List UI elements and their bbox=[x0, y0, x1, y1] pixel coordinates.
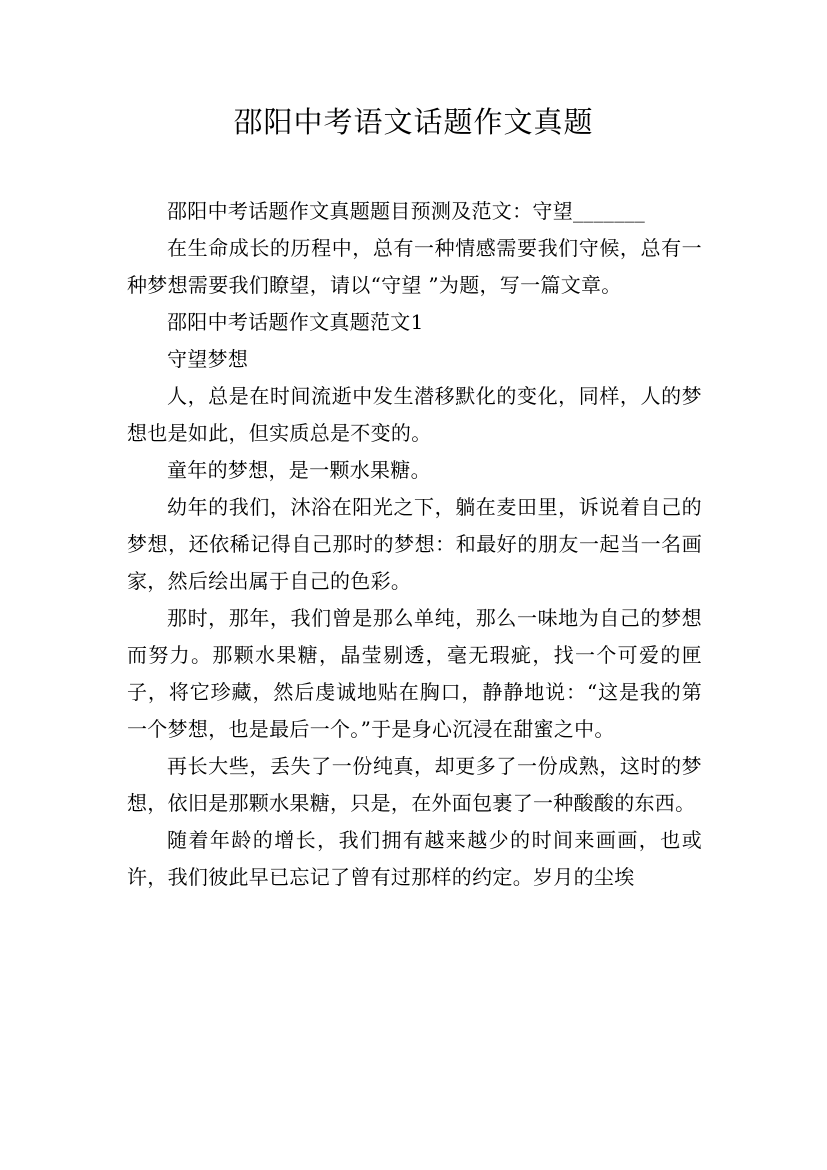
paragraph: 再长大些，丢失了一份纯真，却更多了一份成熟，这时的梦想，依旧是那颗水果糖，只是，在外面包裹了一种酸酸的东西。 bbox=[127, 754, 702, 815]
essay-title: 守望梦想 bbox=[167, 347, 249, 371]
paragraph: 随着年龄的增长，我们拥有越来越少的时间来画画，也或许，我们彼此早已忘记了曾有过那样的约定。岁月的尘埃 bbox=[127, 828, 702, 889]
paragraph: 童年的梦想，是一颗水果糖。 bbox=[167, 458, 431, 482]
paragraph: 人，总是在时间流逝中发生潜移默化的变化，同样，人的梦想也是如此，但实质总是不变的。 bbox=[127, 384, 702, 445]
paragraph-prompt: 在生命成长的历程中，总有一种情感需要我们守候，总有一种梦想需要我们瞭望，请以“守望 ”为题，写一篇文章。 bbox=[127, 236, 702, 297]
paragraph-sample-heading: 邵阳中考话题作文真题范文1 bbox=[167, 310, 424, 334]
paragraph: 那时，那年，我们曾是那么单纯，那么一味地为自己的梦想而努力。那颗水果糖，晶莹剔透，毫无瑕疵，找一个可爱的匣子，将它珍藏，然后虔诚地贴在胸口，静静地说：“这是我的第一个梦想，也是最后一个。”于是身心沉浸在甜蜜之中。 bbox=[127, 606, 702, 741]
document-title: 邵阳中考语文话题作文真题 bbox=[233, 105, 594, 139]
document-body bbox=[127, 193, 702, 896]
paragraph-prompt-heading: 邵阳中考话题作文真题题目预测及范文：守望_______ bbox=[167, 199, 646, 223]
paragraph: 幼年的我们，沐浴在阳光之下，躺在麦田里，诉说着自己的梦想，还依稀记得自己那时的梦想：和最好的朋友一起当一名画家，然后绘出属于自己的色彩。 bbox=[127, 495, 702, 593]
